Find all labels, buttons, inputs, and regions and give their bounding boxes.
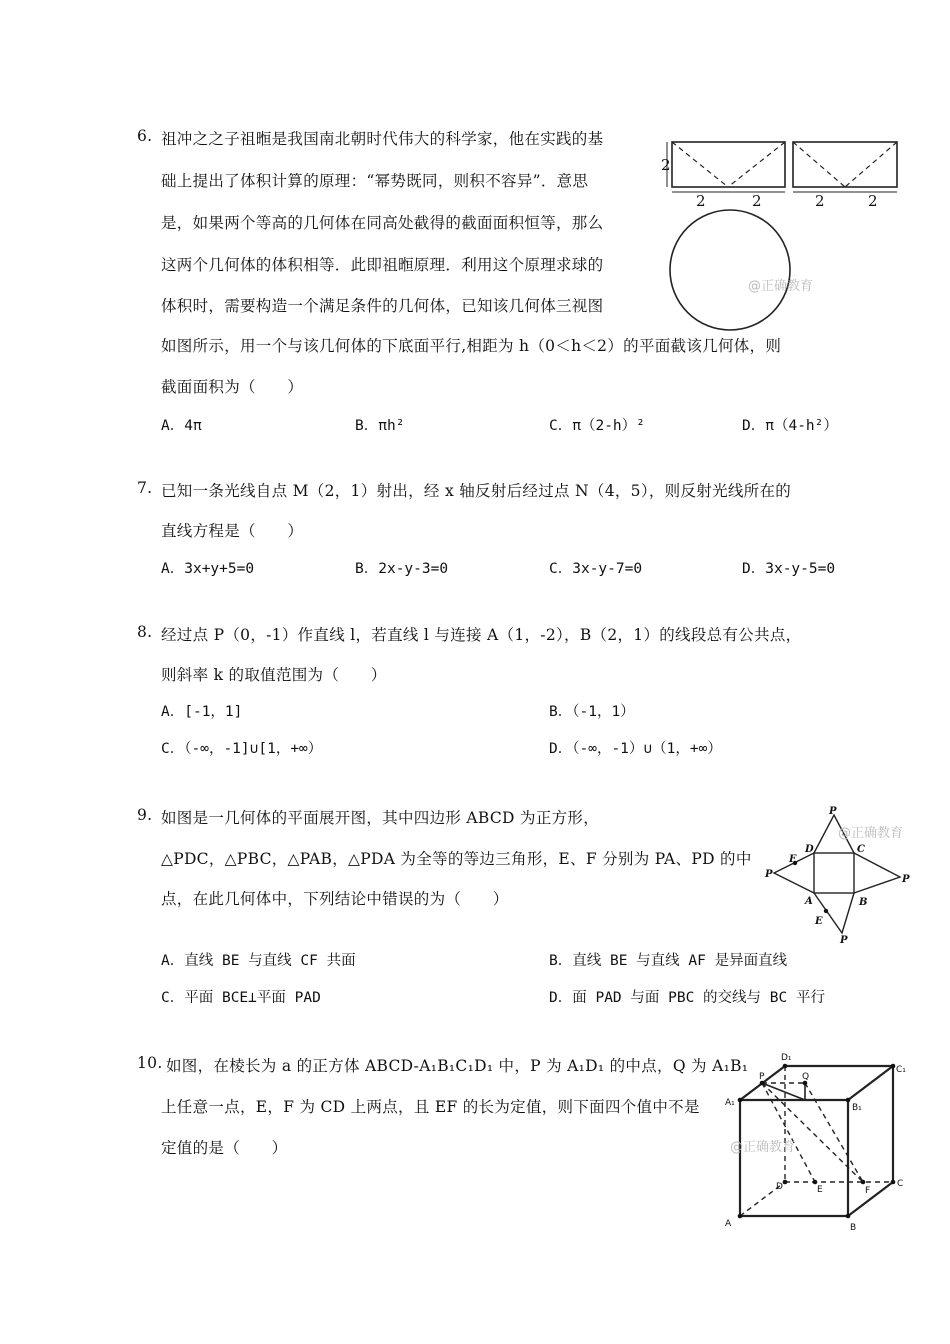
question-text-line: 如图所示，用一个与该几何体的下底面平行,相距为 h（0＜h＜2）的平面截该几何体，则 — [161, 337, 782, 355]
vertex-label: P — [902, 874, 910, 885]
question-text-line: △PDC，△PBC，△PAB，△PDA 为全等的等边三角形，E、F 分别为 PA、PD 的中 — [161, 850, 752, 868]
option-b[interactable]: B．2x-y-3=0 — [355, 561, 449, 577]
vertex-label: P — [759, 1072, 765, 1082]
question-text-line: 上任意一点，E，F 为 CD 上两点，且 EF 的长为定值，则下面四个值中不是 — [161, 1098, 700, 1116]
vertex-label: P — [829, 806, 837, 817]
question-text-line: 经过点 P（0，-1）作直线 l，若直线 l 与连接 A（1，-2），B（2，1）的线段总有公共点， — [161, 626, 802, 644]
question-text-line: 是，如果两个等高的几何体在同高处截得的截面面积恒等，那么 — [161, 214, 604, 232]
question-number: 6. — [137, 127, 153, 145]
watermark: @正确教育 — [838, 826, 904, 841]
option-b[interactable]: B．（-1，1） — [549, 704, 635, 720]
option-c[interactable]: C．3x-y-7=0 — [549, 561, 643, 577]
vertex-label: F — [789, 854, 797, 865]
question-number: 10. — [137, 1054, 163, 1072]
option-d[interactable]: D．（-∞，-1）∪（1，+∞） — [549, 741, 722, 757]
vertex-label: E — [815, 916, 823, 927]
net-figure — [762, 805, 912, 945]
vertex-label: C — [897, 1179, 904, 1189]
vertex-label: Q — [802, 1072, 810, 1082]
option-c[interactable]: C．（-∞，-1]∪[1，+∞） — [161, 741, 323, 757]
square-abcd — [814, 853, 854, 893]
option-b[interactable]: B．πh² — [355, 418, 405, 434]
question-text-line: 定值的是（ ） — [161, 1139, 288, 1157]
watermark: @正确教育 — [730, 1140, 796, 1155]
question-number: 9. — [137, 806, 153, 824]
vertex-label: C₁ — [896, 1065, 906, 1075]
option-d[interactable]: D．π（4-h²） — [742, 418, 838, 434]
cube-figure — [720, 1048, 910, 1238]
question-text-line: 体积时，需要构造一个满足条件的几何体，已知该几何体三视图 — [161, 297, 604, 315]
question-text-line: 直线方程是（ ） — [161, 522, 304, 540]
vertex-label: C — [857, 844, 865, 855]
dimension-label: 2 — [815, 192, 825, 210]
question-text-line: 如图是一几何体的平面展开图，其中四边形 ABCD 为正方形， — [161, 809, 600, 827]
vertex-label: D — [805, 844, 814, 855]
vertex-label: A — [725, 1219, 732, 1229]
vertex-label: D₁ — [781, 1053, 792, 1063]
question-text-line: 如图，在棱长为 a 的正方体 ABCD-A₁B₁C₁D₁ 中，P 为 A₁D₁ 的中点，Q 为 A₁B₁ — [166, 1057, 749, 1075]
vertex-label: B — [850, 1223, 857, 1233]
option-a[interactable]: A．4π — [161, 418, 202, 434]
question-text-line: 础上提出了体积计算的原理：“幂势既同，则积不容异”．意思 — [161, 172, 589, 190]
vertex-label: A₁ — [725, 1098, 735, 1108]
question-text-line: 则斜率 k 的取值范围为（ ） — [161, 666, 387, 684]
vertex-label: B — [859, 897, 868, 908]
vertex-label: F — [865, 1186, 871, 1196]
vertex-label: D — [776, 1182, 783, 1192]
dimension-label: 2 — [696, 192, 706, 210]
question-text-line: 点，在此几何体中，下列结论中错误的为（ ） — [161, 890, 509, 908]
option-b[interactable]: B．直线 BE 与直线 AF 是异面直线 — [549, 953, 788, 969]
question-number: 8. — [137, 623, 153, 641]
option-d[interactable]: D．面 PAD 与面 PBC 的交线与 BC 平行 — [549, 990, 825, 1006]
question-number: 7. — [137, 479, 153, 497]
option-c[interactable]: C．平面 BCE⊥平面 PAD — [161, 990, 321, 1006]
dimension-label: 2 — [752, 192, 762, 210]
vertex-label: P — [840, 935, 848, 946]
front-view — [672, 142, 785, 187]
option-a[interactable]: A．直线 BE 与直线 CF 共面 — [161, 953, 356, 969]
question-text-line: 截面面积为（ ） — [161, 378, 304, 396]
vertex-label: A — [805, 896, 813, 907]
three-view-figure — [660, 130, 900, 330]
question-text-line: 已知一条光线自点 M（2，1）射出，经 x 轴反射后经过点 N（4，5），则反射光线所在的 — [161, 482, 792, 500]
dimension-label: 2 — [661, 156, 671, 174]
watermark: @正确教育 — [748, 279, 814, 294]
vertex-label: P — [765, 869, 773, 880]
front-face — [740, 1100, 848, 1216]
top-view-circle — [670, 210, 790, 330]
vertex-label: E — [817, 1185, 823, 1195]
option-a[interactable]: A．[-1，1] — [161, 704, 243, 720]
dimension-label: 2 — [868, 192, 878, 210]
option-a[interactable]: A．3x+y+5=0 — [161, 561, 255, 577]
option-d[interactable]: D．3x-y-5=0 — [742, 561, 836, 577]
question-text-line: 祖冲之之子祖暅是我国南北朝时代伟大的科学家，他在实践的基 — [161, 130, 604, 148]
question-text-line: 这两个几何体的体积相等．此即祖暅原理．利用这个原理求球的 — [161, 256, 604, 274]
vertex-label: B₁ — [852, 1103, 862, 1113]
option-c[interactable]: C．π（2-h）² — [549, 418, 645, 434]
side-view — [793, 142, 897, 187]
